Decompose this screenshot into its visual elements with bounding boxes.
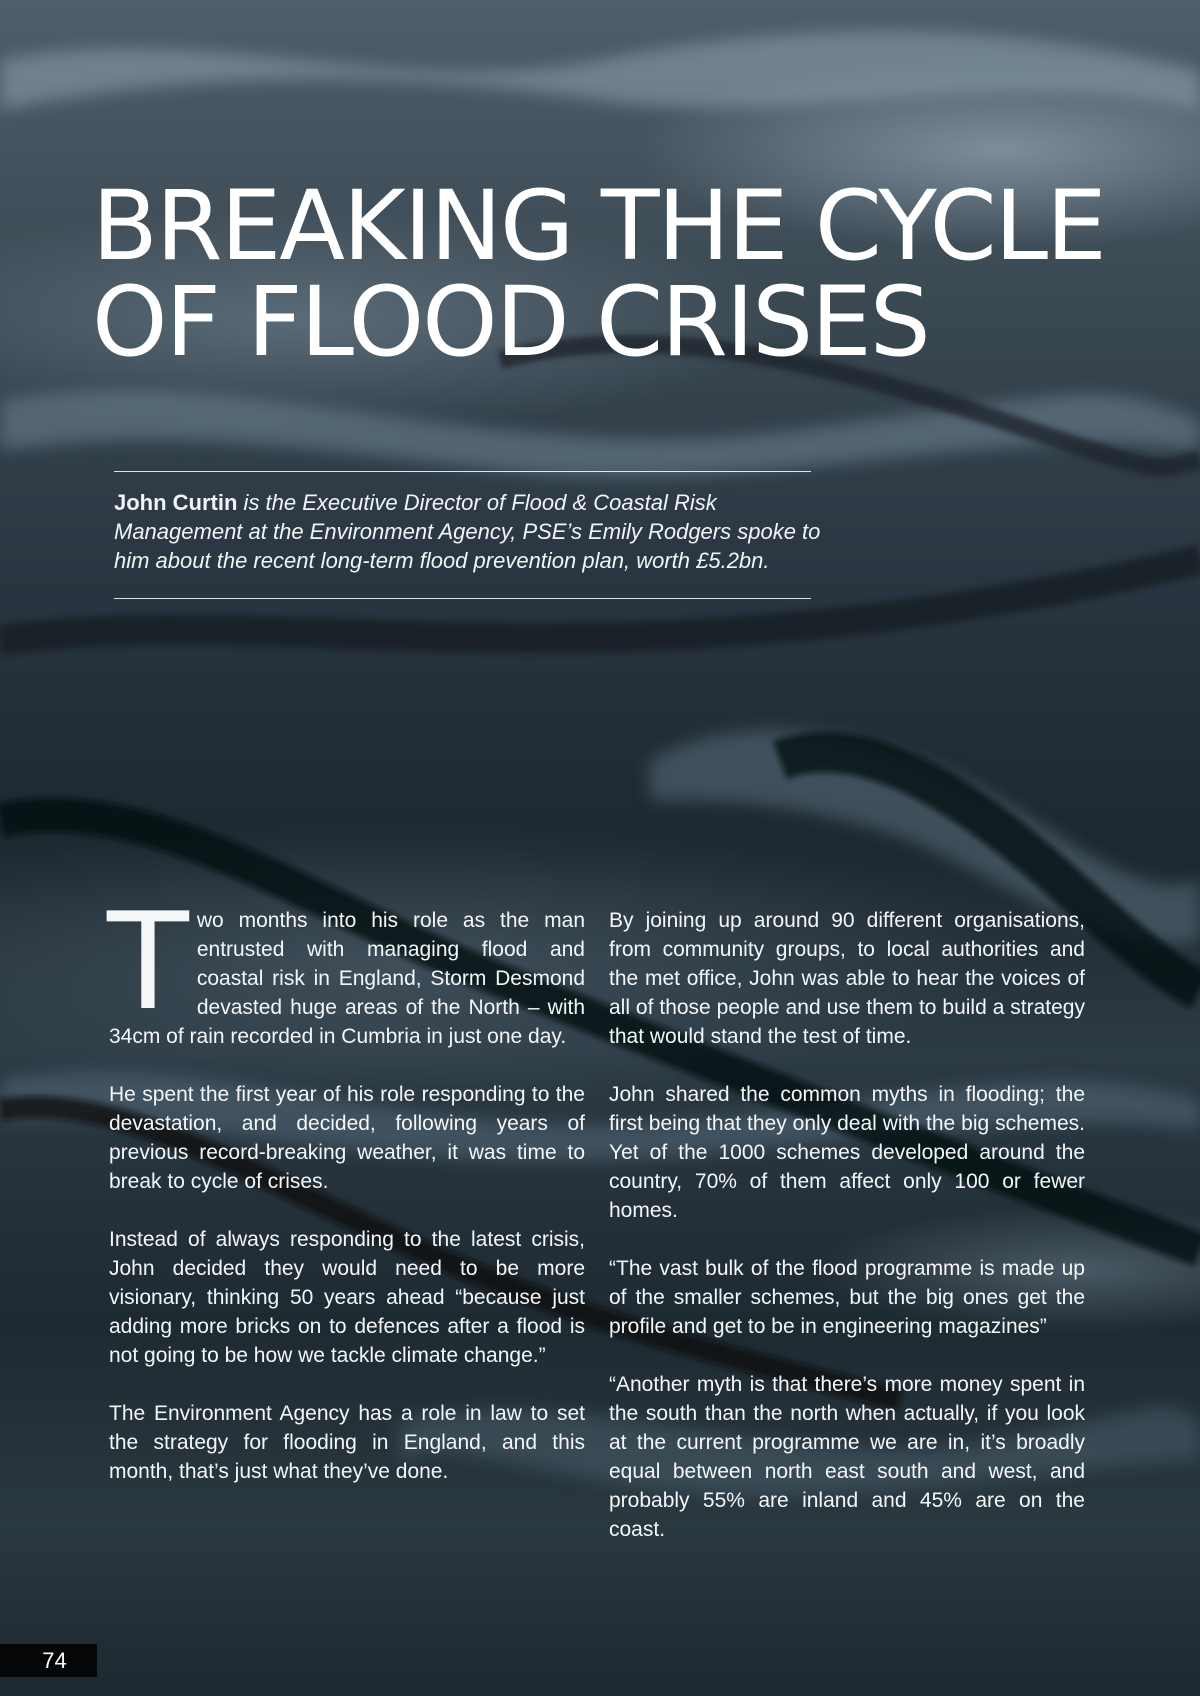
- page-number: 74: [0, 1644, 97, 1677]
- body-paragraph: He spent the first year of his role responding to the devastation, and decided, following years of previous record-breaking weather, it was time to break to cycle of crises.: [109, 1083, 585, 1193]
- standfirst-author-name: John Curtin: [114, 490, 238, 515]
- body-paragraph: The Environment Agency has a role in law to set the strategy for flooding in England, and this month, that’s just what they’ve done.: [109, 1402, 585, 1483]
- title-line-1: BREAKING THE CYCLE: [92, 170, 1105, 282]
- body-paragraph: “The vast bulk of the flood programme is made up of the smaller schemes, but the big ones get the profile and get to be in engineering magazines”: [609, 1257, 1085, 1338]
- title-line-2: OF FLOOD CRISES: [92, 266, 929, 378]
- body-paragraph: “Another myth is that there’s more money spent in the south than the north when actually, if you look at the current programme we are in, it’s broadly equal between north east south and west, and probably 55% are inland and 45% are on the coast.: [609, 1373, 1085, 1541]
- body-paragraph: John shared the common myths in flooding; the first being that they only deal with the big schemes. Yet of the 1000 schemes developed around the country, 70% of them affect only 100 or fewer homes.: [609, 1083, 1085, 1222]
- standfirst-top-rule: [114, 471, 811, 472]
- standfirst: [114, 488, 834, 575]
- body-paragraph: Instead of always responding to the latest crisis, John decided they would need to be more visionary, thinking 50 years ahead “because just adding more bricks on to defences after a flood is not going to be how we tackle climate change.”: [109, 1228, 585, 1367]
- body-column-left: [107, 884, 585, 1515]
- standfirst-bottom-rule: [114, 598, 811, 599]
- article-title: [92, 170, 1192, 378]
- body-paragraph: [107, 884, 585, 1051]
- body-paragraph-text: wo months into his role as the man entrusted with managing flood and coastal risk in England, Storm Desmond devasted huge areas of the North – with 34cm of rain recorded in Cumbria in just one day.: [109, 909, 585, 1048]
- drop-cap: T: [107, 884, 189, 1040]
- body-paragraph: By joining up around 90 different organisations, from community groups, to local authorities and the met office, John was able to hear the voices of all of those people and use them to build a strategy that would stand the test of time.: [609, 909, 1085, 1048]
- standfirst-text: is the Executive Director of Flood & Coastal Risk Management at the Environment Agency, PSE’s Emily Rodgers spoke to him about the recent long-term flood prevention plan, worth £5.2bn.: [114, 490, 821, 573]
- body-column-right: [609, 906, 1085, 1573]
